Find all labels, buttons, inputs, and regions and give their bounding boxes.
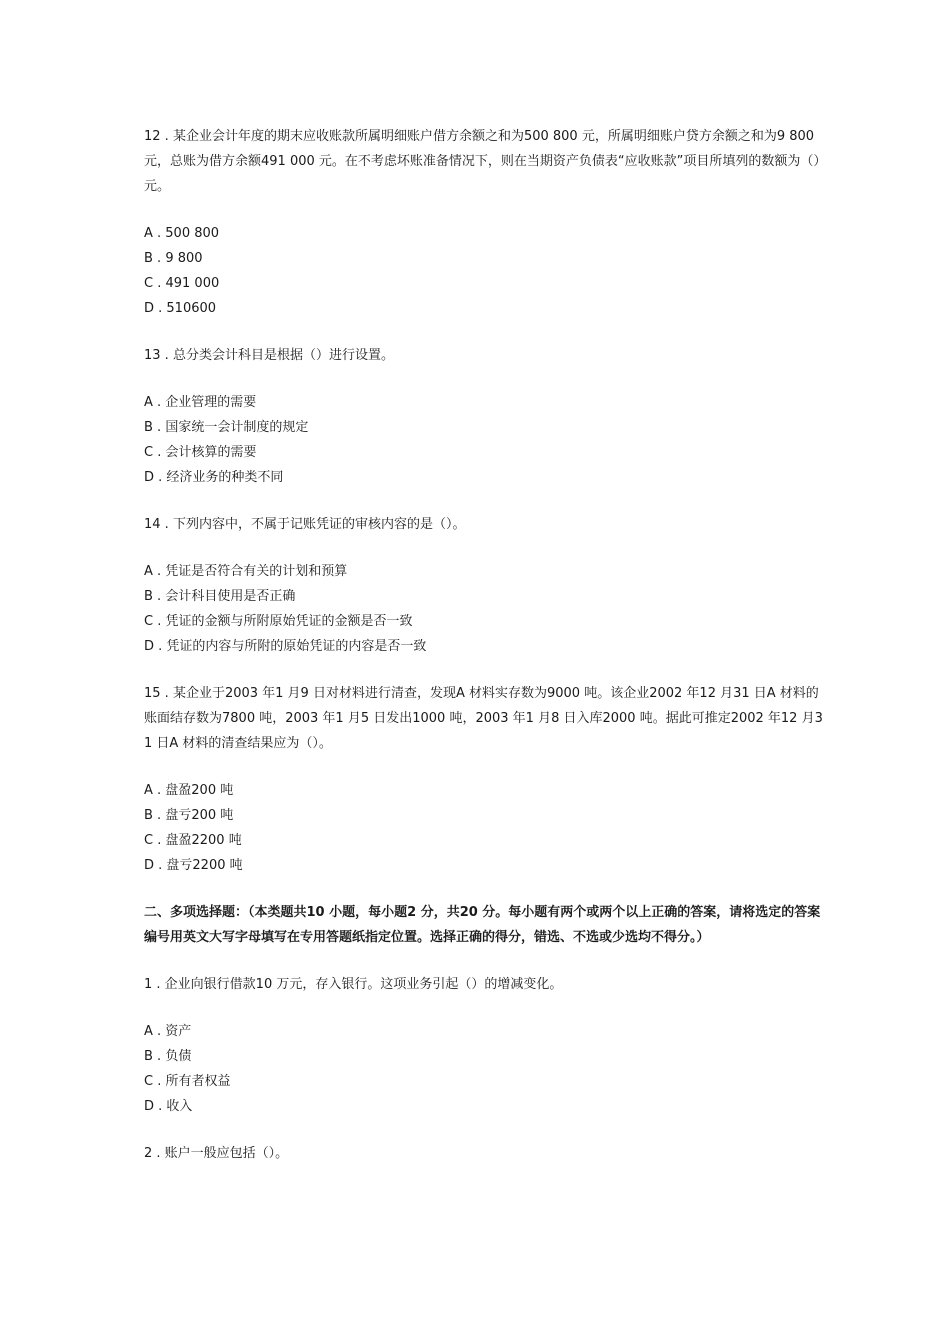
multi-question-1: 1 . 企业向银行借款10 万元，存入银行。这项业务引起（）的增减变化。 [144,977,563,992]
multi-question-1-options [144,1019,824,1119]
option-c: C . 凭证的金额与所附原始凭证的金额是否一致 [144,614,413,629]
option-d: D . 收入 [144,1099,193,1114]
option-c: C . 会计核算的需要 [144,445,257,460]
option-c: C . 盘盈2200 吨 [144,833,242,848]
option-a: A . 凭证是否符合有关的计划和预算 [144,564,348,579]
question-15: 15 . 某企业于2003 年1 月9 日对材料进行清查，发现A 材料实存数为9000 吨。该企业2002 年12 月31 日A 材料的账面结存数为7800 吨，2003 年1 月5 日发出1000 吨，2003 年1 月8 日入库2000 吨。据此可推定2002 年12 月31 日A 材料的清查结果应为（）。 [144,686,823,751]
option-d: D . 凭证的内容与所附的原始凭证的内容是否一致 [144,639,427,654]
question-15-options [144,778,824,878]
option-b: B . 负债 [144,1049,192,1064]
option-b: B . 会计科目使用是否正确 [144,589,296,604]
question-14-options [144,559,824,659]
option-a: A . 企业管理的需要 [144,395,257,410]
question-13: 13 . 总分类会计科目是根据（）进行设置。 [144,348,394,363]
section-heading: 二、多项选择题：（本类题共10 小题，每小题2 分，共20 分。每小题有两个或两个以上正确的答案，请将选定的答案编号用英文大写字母填写在专用答题纸指定位置。选择正确的得分，错选、不选或少选均不得分。） [144,905,821,945]
question-13-options [144,390,824,490]
question-12-options [144,221,824,321]
question-12: 12 . 某企业会计年度的期末应收账款所属明细账户借方余额之和为500 800 元，所属明细账户贷方余额之和为9 800 元，总账为借方余额491 000 元。在不考虑坏账准备情况下，则在当期资产负债表“应收账款”项目所填列的数额为（）元。 [144,129,820,194]
option-b: B . 盘亏200 吨 [144,808,234,823]
option-a: A . 500 800 [144,226,220,241]
option-c: C . 所有者权益 [144,1074,231,1089]
option-c: C . 491 000 [144,276,220,291]
option-d: D . 510600 [144,301,217,316]
option-b: B . 国家统一会计制度的规定 [144,420,309,435]
option-b: B . 9 800 [144,251,203,266]
option-d: D . 盘亏2200 吨 [144,858,243,873]
document-page [144,124,824,1166]
option-a: A . 资产 [144,1024,192,1039]
option-d: D . 经济业务的种类不同 [144,470,284,485]
option-a: A . 盘盈200 吨 [144,783,234,798]
multi-question-2: 2 . 账户一般应包括（）。 [144,1146,289,1161]
question-14: 14 . 下列内容中，不属于记账凭证的审核内容的是（）。 [144,517,466,532]
